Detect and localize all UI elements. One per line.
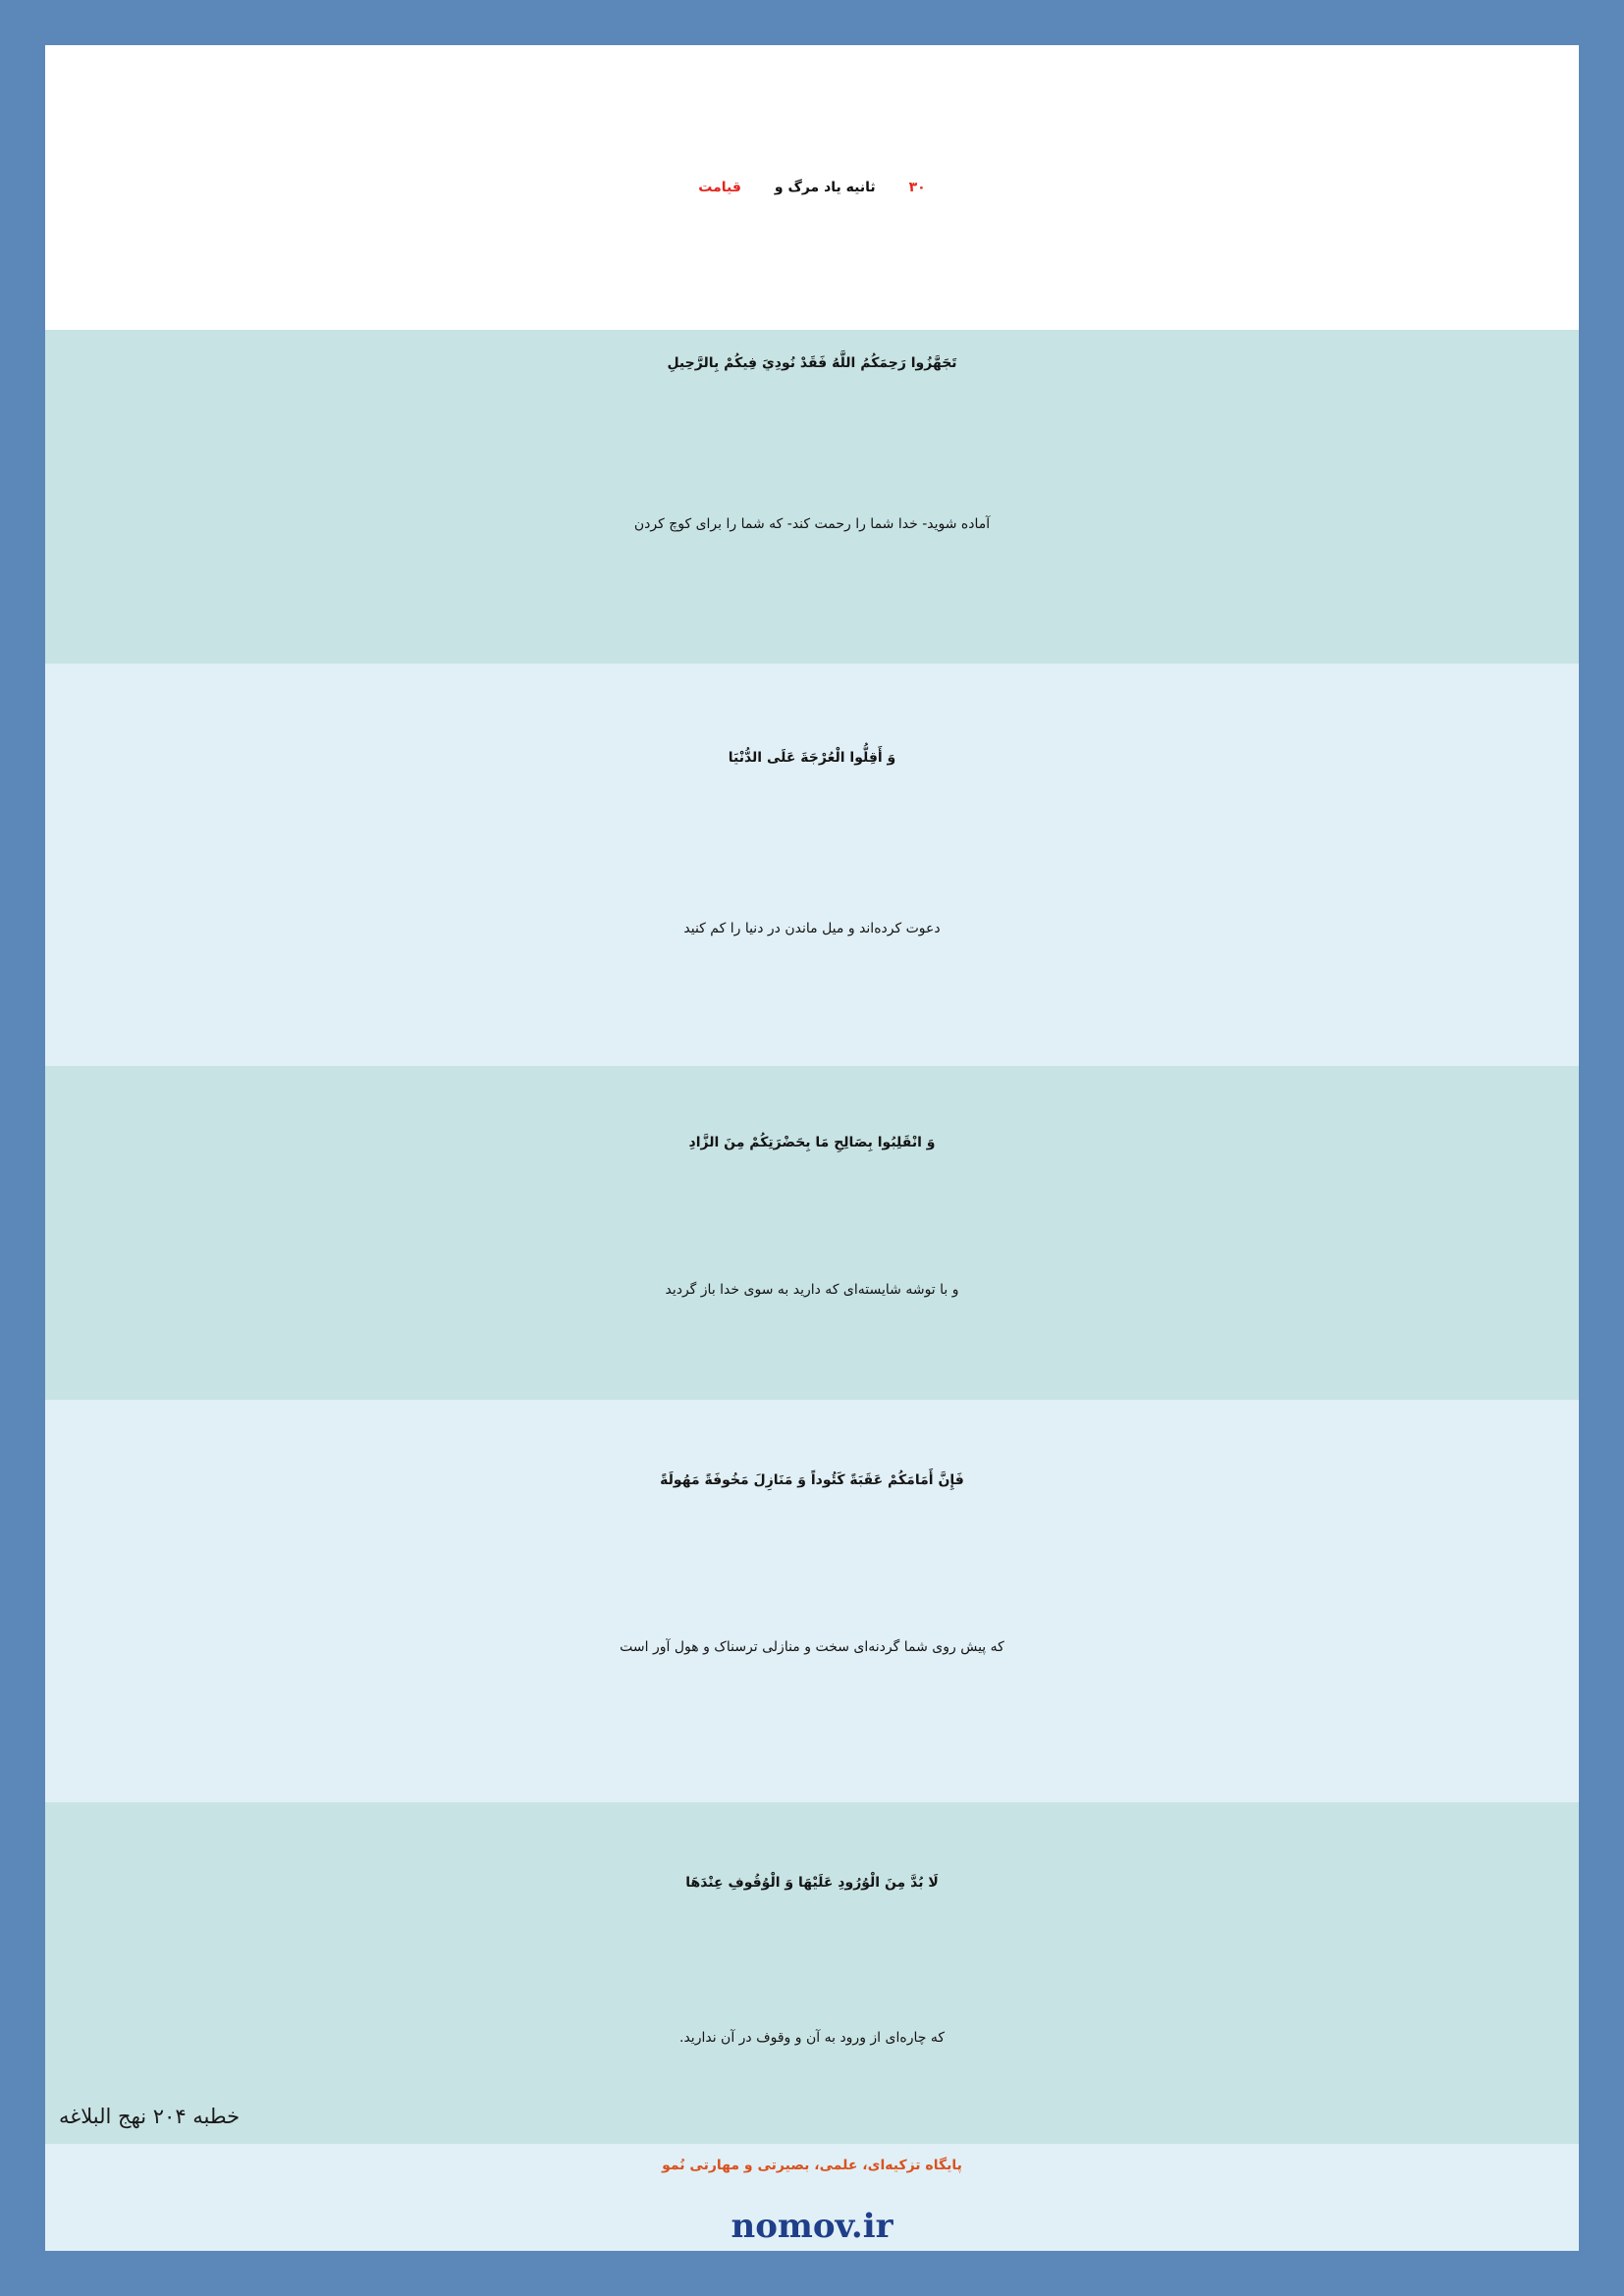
arabic-text: فَإِنَّ أَمَامَكُمْ عَقَبَةً كَئُوداً وَ مَنَازِلَ مَخُوفَةً مَهُولَةً: [660, 1472, 964, 1488]
footer-url[interactable]: nomov.ir: [731, 2207, 893, 2246]
persian-translation: دعوت کرده‌اند و میل ماندن در دنیا را کم کنید: [683, 921, 941, 936]
title-number: ۳۰: [908, 180, 926, 195]
persian-translation: و با توشه شایسته‌ای که دارید به سوی خدا باز گردید: [665, 1282, 959, 1298]
hadith-section-4: [45, 1400, 1579, 1802]
poster-card: [45, 45, 1579, 2251]
hadith-section-5: [45, 1802, 1579, 2144]
title-text: ثانیه یاد مرگ و: [774, 180, 876, 195]
hadith-section-3: [45, 1066, 1579, 1400]
persian-translation: که پیش روی شما گردنه‌ای سخت و منازلی ترسناک و هول آور است: [620, 1639, 1004, 1655]
hadith-section-2: [45, 664, 1579, 1066]
arabic-text: لَا بُدَّ مِنَ الْوُرُودِ عَلَيْهَا وَ الْوُقُوفِ عِنْدَهَا: [685, 1875, 939, 1891]
source-citation: خطبه ۲۰۴ نهج البلاغه: [59, 2105, 241, 2128]
title-highlight: قیامت: [698, 180, 741, 195]
arabic-text: وَ أَقِلُّوا الْعُرْجَةَ عَلَى الدُّنْيَا: [728, 750, 896, 766]
arabic-text: وَ انْقَلِبُوا بِصَالِحِ مَا بِحَضْرَتِكُمْ مِنَ الزَّادِ: [688, 1135, 936, 1150]
footer-site-name: پایگاه تزکیه‌ای، علمی، بصیرتی و مهارتی نُمو: [662, 2158, 962, 2173]
footer: [45, 2144, 1579, 2251]
persian-translation: که چاره‌ای از ورود به آن و وقوف در آن ندارید.: [679, 2030, 945, 2046]
persian-translation: آماده شوید- خدا شما را رحمت کند- که شما را برای کوچ کردن: [633, 516, 991, 532]
hadith-section-1: [45, 330, 1579, 664]
arabic-text: تَجَهَّزُوا رَحِمَكُمُ اللَّهُ فَقَدْ نُودِيَ فِيكُمْ بِالرَّحِيلِ: [667, 355, 957, 371]
poster-title: [45, 45, 1579, 330]
